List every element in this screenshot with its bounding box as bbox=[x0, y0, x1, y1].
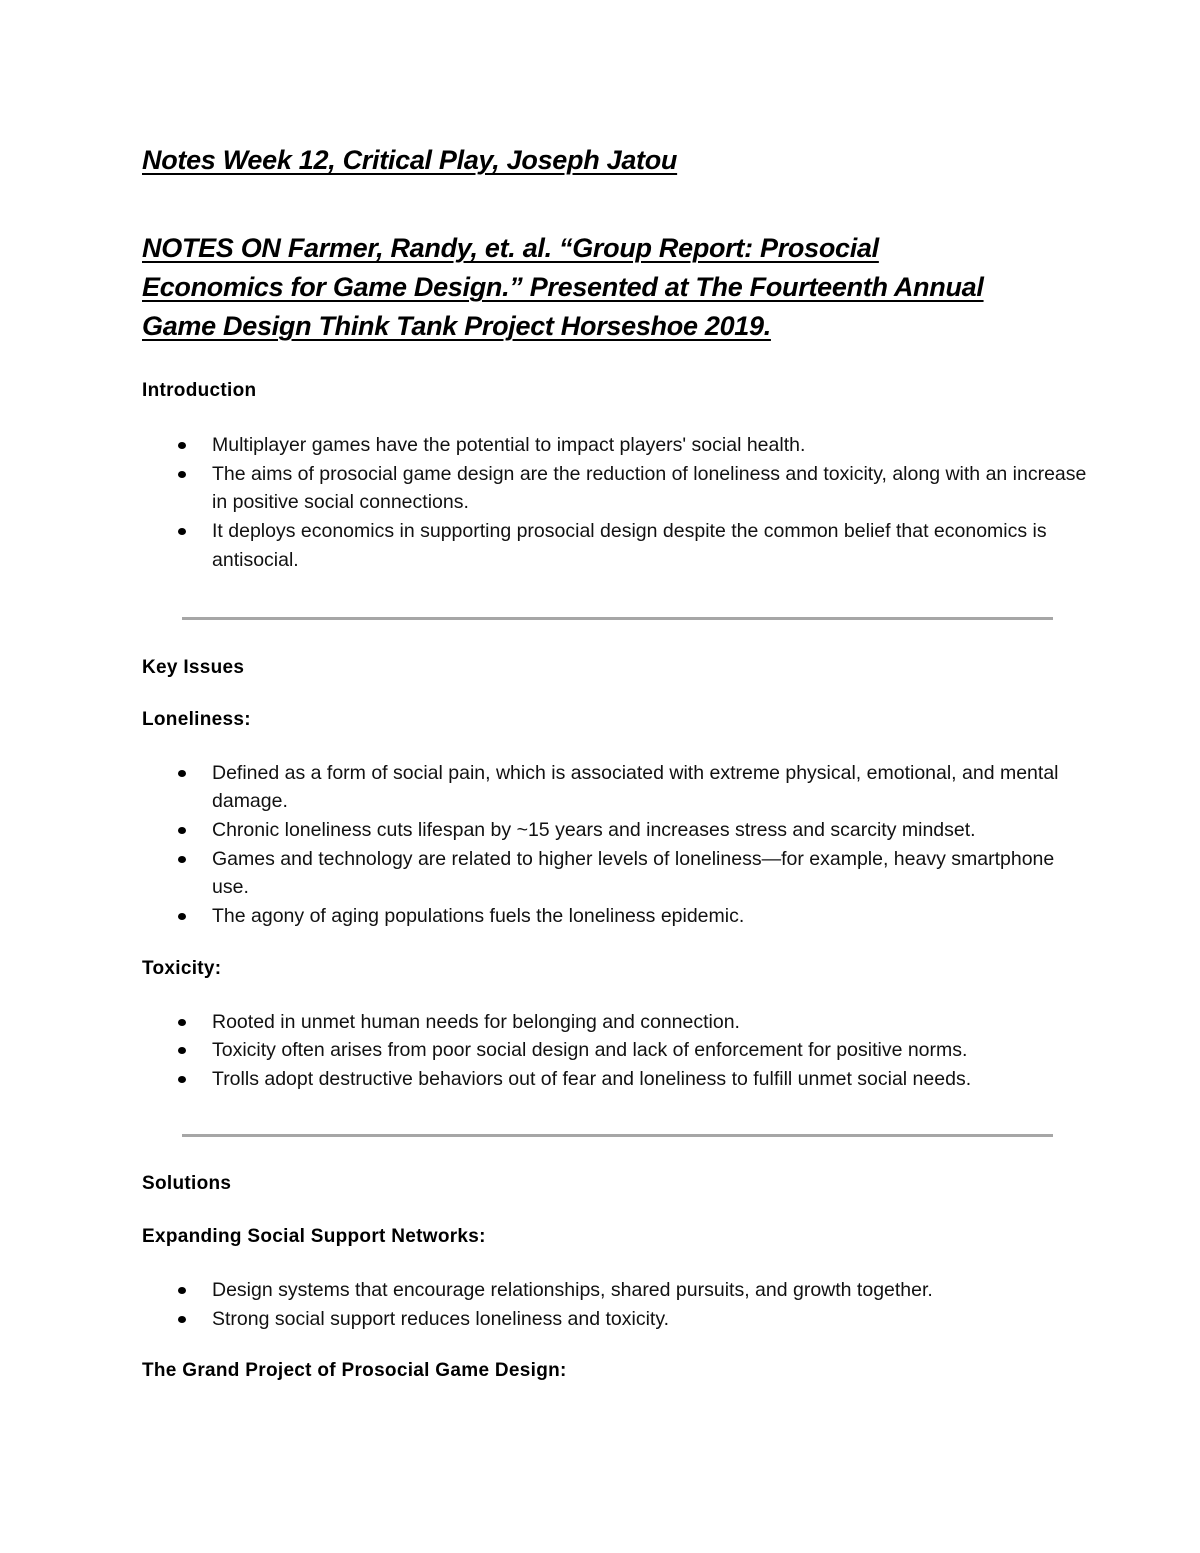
list-item-text: Strong social support reduces loneliness and toxicity. bbox=[212, 1307, 670, 1330]
list-item bbox=[212, 759, 1092, 816]
bullet-icon bbox=[178, 1019, 186, 1026]
section-heading-introduction: Introduction bbox=[142, 380, 257, 401]
bullet-icon bbox=[178, 1316, 186, 1323]
bullet-icon bbox=[178, 528, 186, 535]
bullet-icon bbox=[178, 442, 186, 449]
bullet-icon bbox=[178, 770, 186, 777]
bullet-icon bbox=[178, 1047, 186, 1054]
bullet-icon bbox=[178, 1076, 186, 1083]
list-item bbox=[212, 460, 1092, 517]
list-item bbox=[212, 816, 1092, 845]
list-item bbox=[212, 1036, 1092, 1065]
list-item bbox=[212, 1305, 1092, 1334]
list-item bbox=[212, 845, 1092, 902]
section-heading-key-issues: Key Issues bbox=[142, 656, 245, 678]
expanding-list bbox=[142, 1276, 1092, 1333]
list-item bbox=[212, 1008, 1092, 1037]
loneliness-list bbox=[142, 759, 1092, 931]
document-title: Notes Week 12, Critical Play, Joseph Jatou bbox=[142, 145, 678, 175]
bullet-icon bbox=[178, 471, 186, 478]
subheading-toxicity: Toxicity: bbox=[142, 957, 222, 979]
list-item-text: Multiplayer games have the potential to impact players' social health. bbox=[212, 434, 806, 456]
subheading-grand-project: The Grand Project of Prosocial Game Design: bbox=[142, 1360, 567, 1382]
bullet-icon bbox=[178, 1287, 186, 1294]
toxicity-list bbox=[142, 1008, 1092, 1094]
horizontal-divider bbox=[182, 1134, 1053, 1137]
subheading-expanding-social-support: Expanding Social Support Networks: bbox=[142, 1225, 486, 1247]
bullet-icon bbox=[178, 856, 186, 863]
list-item-text: Defined as a form of social pain, which is associated with extreme physical, emotional, and mental damage. bbox=[212, 761, 1059, 813]
bullet-icon bbox=[178, 913, 186, 920]
document-subtitle: NOTES ON Farmer, Randy, et. al. “Group Report: Prosocial Economics for Game Design.” Presented at The Fourteenth Annual Game Design Think Tank Project Horseshoe 2019. bbox=[142, 233, 984, 341]
introduction-list bbox=[142, 431, 1092, 575]
list-item-text: The agony of aging populations fuels the loneliness epidemic. bbox=[212, 905, 745, 928]
list-item-text: The aims of prosocial game design are the reduction of loneliness and toxicity, along with an increase in positive social connections. bbox=[212, 462, 1087, 514]
list-item-text: Chronic loneliness cuts lifespan by ~15 years and increases stress and scarcity mindset. bbox=[212, 818, 976, 841]
list-item bbox=[212, 902, 1092, 931]
list-item-text: Toxicity often arises from poor social design and lack of enforcement for positive norms. bbox=[212, 1039, 968, 1062]
list-item bbox=[212, 517, 1092, 574]
list-item bbox=[212, 1065, 1092, 1094]
list-item-text: Trolls adopt destructive behaviors out of fear and loneliness to fulfill unmet social needs. bbox=[212, 1068, 972, 1091]
subheading-loneliness: Loneliness: bbox=[142, 708, 251, 730]
bullet-icon bbox=[178, 827, 186, 834]
section-heading-solutions: Solutions bbox=[142, 1172, 232, 1194]
list-item-text: Games and technology are related to higher levels of loneliness—for example, heavy smartphone use. bbox=[212, 847, 1055, 899]
list-item-text: It deploys economics in supporting prosocial design despite the common belief that economics is antisocial. bbox=[212, 520, 1047, 571]
list-item bbox=[212, 1276, 1092, 1305]
list-item bbox=[212, 431, 1092, 460]
list-item-text: Design systems that encourage relationships, shared pursuits, and growth together. bbox=[212, 1278, 933, 1301]
list-item-text: Rooted in unmet human needs for belonging and connection. bbox=[212, 1010, 740, 1033]
horizontal-divider bbox=[182, 617, 1053, 620]
